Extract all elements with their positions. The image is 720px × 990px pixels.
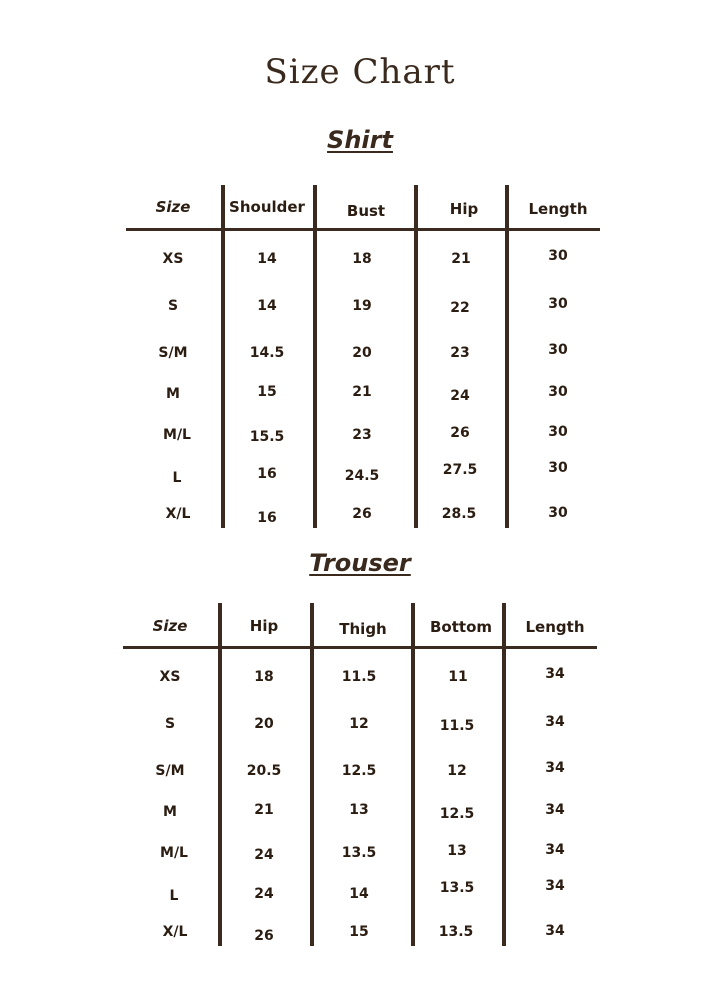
- size-label: X/L: [165, 506, 191, 522]
- measurement-cell: 13.5: [341, 845, 377, 861]
- measurement-cell: 15: [349, 924, 369, 940]
- measurement-cell: 24: [254, 847, 274, 863]
- measurement-cell: 34: [545, 842, 565, 858]
- measurement-cell: 12: [447, 763, 467, 779]
- size-label: M/L: [163, 427, 191, 443]
- measurement-cell: 13: [447, 843, 467, 859]
- column-header: Length: [528, 200, 588, 218]
- measurement-cell: 24: [254, 886, 274, 902]
- size-label: M: [166, 386, 180, 402]
- column-divider: [505, 185, 509, 528]
- measurement-cell: 20: [352, 345, 372, 361]
- measurement-cell: 24.5: [344, 468, 380, 484]
- column-header: Bust: [346, 202, 386, 220]
- column-header: Hip: [449, 200, 479, 218]
- measurement-cell: 24: [450, 388, 470, 404]
- header-rule: [123, 646, 597, 649]
- measurement-cell: 11.5: [439, 718, 475, 734]
- measurement-cell: 30: [548, 296, 568, 312]
- column-header: Hip: [249, 617, 279, 635]
- shirt-title: Shirt: [327, 126, 393, 154]
- measurement-cell: 21: [254, 802, 274, 818]
- measurement-cell: 26: [450, 425, 470, 441]
- size-label: X/L: [162, 924, 188, 940]
- measurement-cell: 26: [352, 506, 372, 522]
- page-title: Size Chart: [264, 52, 456, 92]
- measurement-cell: 12: [349, 716, 369, 732]
- measurement-cell: 11: [448, 669, 468, 685]
- column-header: Size: [155, 198, 191, 216]
- measurement-cell: 20.5: [246, 763, 282, 779]
- measurement-cell: 34: [545, 923, 565, 939]
- measurement-cell: 15: [257, 384, 277, 400]
- measurement-cell: 13: [349, 802, 369, 818]
- size-label: S: [164, 716, 176, 732]
- measurement-cell: 11.5: [341, 669, 377, 685]
- size-label: XS: [159, 669, 181, 685]
- size-label: S/M: [158, 345, 188, 361]
- measurement-cell: 14: [257, 298, 277, 314]
- measurement-cell: 23: [352, 427, 372, 443]
- measurement-cell: 28.5: [441, 506, 477, 522]
- column-header: Shoulder: [229, 198, 305, 216]
- measurement-cell: 12.5: [341, 763, 377, 779]
- trouser-title: Trouser: [309, 549, 411, 577]
- size-label: XS: [162, 251, 184, 267]
- column-header: Size: [152, 617, 188, 635]
- measurement-cell: 34: [545, 714, 565, 730]
- measurement-cell: 18: [254, 669, 274, 685]
- measurement-cell: 26: [254, 928, 274, 944]
- header-rule: [126, 228, 600, 231]
- measurement-cell: 12.5: [439, 806, 475, 822]
- measurement-cell: 34: [545, 760, 565, 776]
- measurement-cell: 18: [352, 251, 372, 267]
- column-header: Thigh: [339, 620, 387, 638]
- measurement-cell: 30: [548, 424, 568, 440]
- measurement-cell: 14: [349, 886, 369, 902]
- measurement-cell: 13.5: [439, 880, 475, 896]
- measurement-cell: 34: [545, 802, 565, 818]
- measurement-cell: 30: [548, 505, 568, 521]
- measurement-cell: 21: [352, 384, 372, 400]
- measurement-cell: 30: [548, 384, 568, 400]
- size-label: S/M: [155, 763, 185, 779]
- measurement-cell: 19: [352, 298, 372, 314]
- size-label: S: [167, 298, 179, 314]
- size-label: L: [169, 888, 179, 904]
- size-label: M: [163, 804, 177, 820]
- measurement-cell: 27.5: [442, 462, 478, 478]
- measurement-cell: 20: [254, 716, 274, 732]
- measurement-cell: 15.5: [249, 429, 285, 445]
- measurement-cell: 34: [545, 666, 565, 682]
- measurement-cell: 16: [257, 510, 277, 526]
- measurement-cell: 13.5: [438, 924, 474, 940]
- measurement-cell: 21: [451, 251, 471, 267]
- size-label: M/L: [160, 845, 188, 861]
- measurement-cell: 14: [257, 251, 277, 267]
- column-header: Bottom: [429, 618, 492, 636]
- measurement-cell: 30: [548, 248, 568, 264]
- measurement-cell: 30: [548, 342, 568, 358]
- measurement-cell: 16: [257, 466, 277, 482]
- column-divider: [502, 603, 506, 946]
- measurement-cell: 34: [545, 878, 565, 894]
- measurement-cell: 22: [450, 300, 470, 316]
- column-header: Length: [525, 618, 585, 636]
- measurement-cell: 14.5: [249, 345, 285, 361]
- measurement-cell: 23: [450, 345, 470, 361]
- measurement-cell: 30: [548, 460, 568, 476]
- size-label: L: [172, 470, 182, 486]
